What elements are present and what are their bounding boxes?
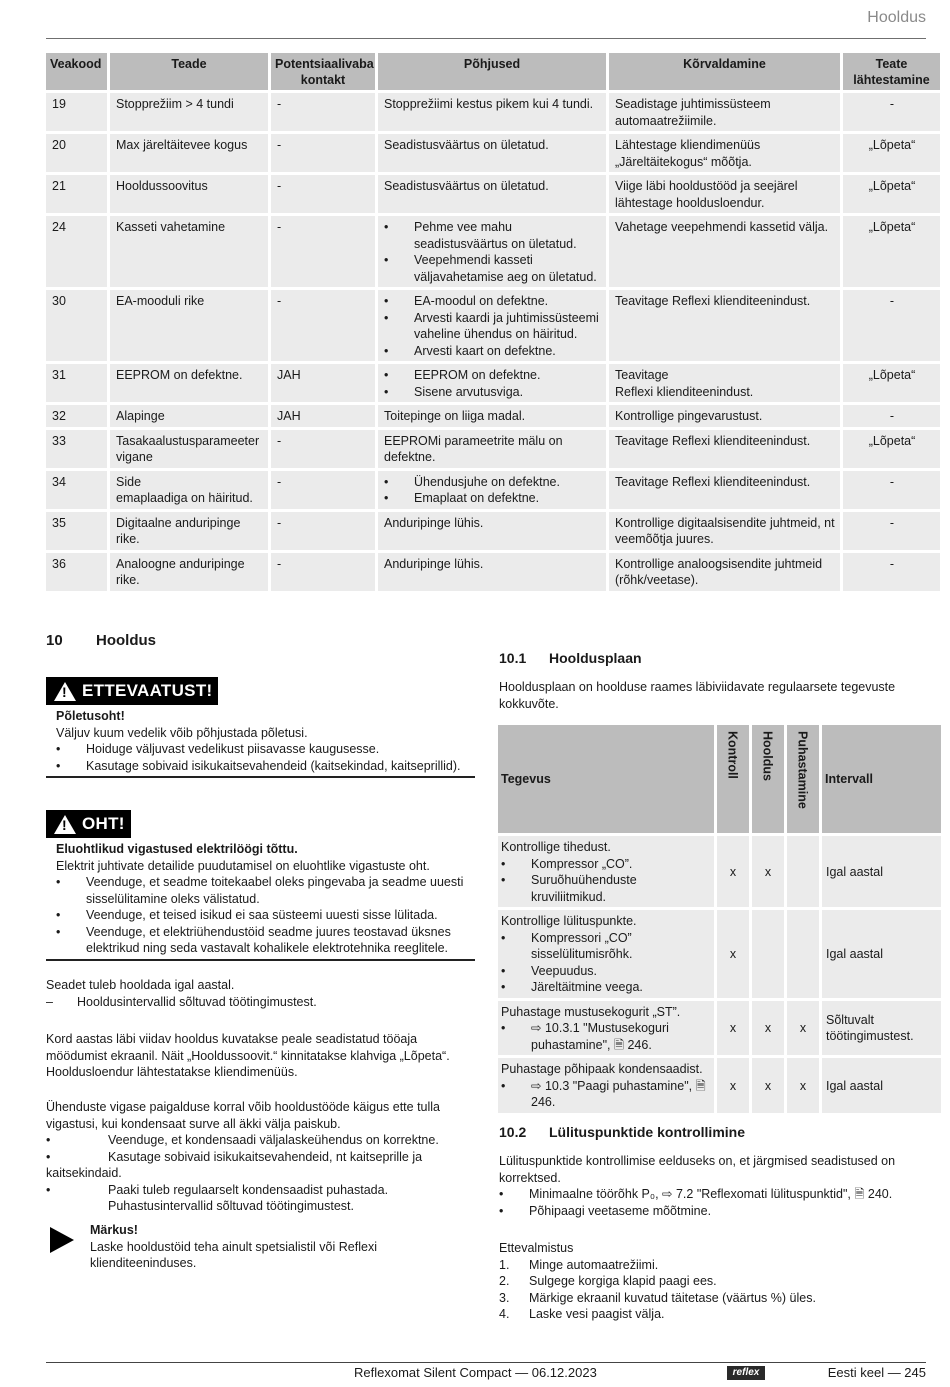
caution-bullet: • Kasutage sobivaid isikukaitsevahendeid (kaitsekindad, kaitseprillid). bbox=[56, 758, 475, 775]
condensate-bullet: • Veenduge, et kondensaadi väljalaskeühendus on korrektne. bbox=[46, 1132, 476, 1149]
interval-cell: Igal aastal bbox=[822, 1058, 941, 1113]
service-mark: x bbox=[752, 836, 784, 907]
col-header-activity: Tegevus bbox=[498, 725, 714, 833]
section-10-2-intro: Lülituspunktide kontrollimise eelduseks on, et järgmised seadistused on korrektsed. bbox=[499, 1154, 896, 1185]
error-reset: „Lõpeta“ bbox=[843, 364, 940, 402]
activity-cell bbox=[498, 910, 714, 998]
cleaning-mark bbox=[787, 910, 819, 998]
error-message: Max järeltäitevee kogus bbox=[110, 134, 268, 172]
table-row bbox=[46, 216, 940, 287]
error-causes bbox=[378, 364, 606, 402]
section-title: Lülituspunktide kontrollimine bbox=[549, 1124, 745, 1140]
table-row bbox=[46, 134, 940, 172]
error-cause: Anduripinge lühis. bbox=[378, 512, 606, 550]
error-remedy: Kontrollige digitaalsisendite juhtmeid, nt veemõõtja juures. bbox=[609, 512, 840, 550]
warning-triangle-icon bbox=[54, 682, 76, 701]
section-number: 10.2 bbox=[499, 1124, 527, 1140]
step-number: 1. bbox=[499, 1257, 510, 1272]
activity-title: Kontrollige tihedust. bbox=[501, 840, 611, 854]
step-number: 2. bbox=[499, 1274, 510, 1288]
step-item bbox=[499, 1290, 927, 1307]
cause-item: • Sisene arvutusviga. bbox=[384, 384, 601, 401]
section-10-2-content bbox=[499, 1153, 927, 1219]
remedy-line: Teavitage bbox=[615, 368, 669, 382]
check-mark: x bbox=[717, 836, 749, 907]
error-reset: „Lõpeta“ bbox=[843, 216, 940, 287]
condensate-bullet: • Kasutage sobivaid isikukaitsevahendeid, nt kaitseprille ja bbox=[46, 1149, 476, 1166]
table-row bbox=[46, 175, 940, 213]
service-mark: x bbox=[752, 1001, 784, 1056]
col-header-cleaning bbox=[787, 725, 819, 833]
error-message: EEPROM on defektne. bbox=[110, 364, 268, 402]
danger-bullet: • Veenduge, et elektriühendustöid seadme juures teostavad üksnes elektrikud ning seda vastavalt kohalikele elektrotehnika reeglitele. bbox=[56, 924, 475, 957]
danger-bullet: • Veenduge, et teised isikud ei saa süsteemi uuesti sisse lülitada. bbox=[56, 907, 475, 924]
error-code-table bbox=[43, 50, 943, 594]
table-row bbox=[46, 405, 940, 427]
error-remedy: Kontrollige pingevarustust. bbox=[609, 405, 840, 427]
error-remedy: Seadistage juhtimissüsteem automaatrežiimile. bbox=[609, 93, 840, 131]
col-header-service-text: Hooldus bbox=[760, 731, 775, 781]
error-message: Digitaalne anduripinge rike. bbox=[110, 512, 268, 550]
error-causes bbox=[378, 216, 606, 287]
paragraph-text: Seadet tuleb hooldada igal aastal. bbox=[46, 978, 235, 992]
section-10-2-heading bbox=[499, 1124, 745, 1141]
error-remedy: Kontrollige analoogsisendite juhtmeid (rõhk/veetase). bbox=[609, 553, 840, 591]
error-cause: Seadistusväärtus on ületatud. bbox=[378, 134, 606, 172]
step-item bbox=[499, 1306, 927, 1323]
table-row bbox=[46, 471, 940, 509]
check-mark: x bbox=[717, 910, 749, 998]
section-10-1-heading bbox=[499, 650, 642, 667]
step-text: Märkige ekraanil kuvatud täitetase (väärtus %) üles. bbox=[529, 1290, 816, 1305]
error-code: 36 bbox=[46, 553, 107, 591]
section-title: Hooldusplaan bbox=[549, 650, 642, 666]
error-cause: Toitepinge on liiga madal. bbox=[378, 405, 606, 427]
activity-title: Puhastage mustusekogurit „ST”. bbox=[501, 1004, 681, 1019]
error-contact: JAH bbox=[271, 405, 375, 427]
error-code: 20 bbox=[46, 134, 107, 172]
cause-item: • Arvesti kaart on defektne. bbox=[384, 343, 601, 360]
error-causes bbox=[378, 290, 606, 361]
danger-label-text: OHT! bbox=[82, 813, 125, 833]
error-causes bbox=[378, 471, 606, 509]
table-row bbox=[46, 430, 940, 468]
check-mark: x bbox=[717, 1058, 749, 1113]
section-number: 10.1 bbox=[499, 650, 527, 666]
step-number: 4. bbox=[499, 1307, 510, 1321]
maintenance-plan-table bbox=[495, 722, 944, 1116]
error-contact: - bbox=[271, 175, 375, 213]
activity-bullet: • Veepuudus. bbox=[501, 963, 711, 980]
error-remedy: Teavitage Reflexi klienditeenindust. bbox=[609, 290, 840, 361]
error-message bbox=[110, 471, 268, 509]
error-reset: „Lõpeta“ bbox=[843, 430, 940, 468]
error-remedy: Viige läbi hooldustööd ja seejärel lähtestage hooldusloendur. bbox=[609, 175, 840, 213]
error-contact: JAH bbox=[271, 364, 375, 402]
paragraph-text: Ühenduste vigase paigalduse korral võib hooldustööde käigus ette tulla vigastusi, kui kondensaat surve all äkki välja paiskub. bbox=[46, 1100, 441, 1131]
error-reset: - bbox=[843, 290, 940, 361]
caution-bullet: • Hoiduge väljuvast vedelikust piisavasse kaugusesse. bbox=[56, 741, 475, 758]
activity-cell bbox=[498, 1058, 714, 1113]
error-cause: Seadistusväärtus on ületatud. bbox=[378, 175, 606, 213]
activity-bullet: • ⇨ 10.3.1 "Mustusekoguri puhastamine", 🗎 246. bbox=[501, 1020, 711, 1053]
error-reset: - bbox=[843, 93, 940, 131]
danger-bullet: • Veenduge, et seadme toitekaabel oleks pingevaba ja seadme uuesti sisselülitamine oleks välistatud. bbox=[56, 874, 475, 907]
error-table-header-row bbox=[46, 53, 940, 90]
step-number: 3. bbox=[499, 1290, 510, 1305]
danger-box bbox=[46, 810, 475, 961]
message-line: Side bbox=[116, 474, 142, 489]
error-message: EA-mooduli rike bbox=[110, 290, 268, 361]
interval-cell: Igal aastal bbox=[822, 910, 941, 998]
caution-label bbox=[46, 677, 218, 705]
step-text: Laske vesi paagist välja. bbox=[529, 1307, 665, 1321]
caution-heading: Põletusoht! bbox=[56, 709, 125, 723]
cause-item: • Veepehmendi kasseti väljavahetamise aeg on ületatud. bbox=[384, 252, 601, 285]
condensate-bullet: • Paaki tuleb regulaarselt kondensaadist puhastada. Puhastusintervallid sõltuvad töötingimustest. bbox=[46, 1182, 476, 1215]
caution-label-text: ETTEVAATUST! bbox=[82, 680, 213, 700]
interval-cell: Igal aastal bbox=[822, 836, 941, 907]
error-message: Hooldussoovitus bbox=[110, 175, 268, 213]
header-divider bbox=[46, 38, 926, 39]
danger-text: Elektrit juhtivate detailide puudutamisel on eluohtlike vigastuste oht. bbox=[56, 858, 430, 873]
error-remedy: Lähtestage kliendimenüüs „Järeltäitekogus“ mõõtja. bbox=[609, 134, 840, 172]
error-cause: EEPROMi parameetrite mälu on defektne. bbox=[378, 430, 606, 468]
col-header-remedy: Kõrvaldamine bbox=[609, 53, 840, 90]
cause-item: • Ühendusjuhe on defektne. bbox=[384, 474, 601, 491]
prerequisite-bullet: • Minimaalne töörõhk P₀, ⇨ 7.2 "Reflexomati lülituspunktid", 🗎 240. bbox=[499, 1186, 927, 1203]
danger-heading: Eluohtlikud vigastused elektrilöögi tõttu. bbox=[56, 842, 298, 856]
activity-title: Puhastage põhipaak kondensaadist. bbox=[501, 1062, 703, 1076]
table-row bbox=[46, 512, 940, 550]
activity-bullet: • Järeltäitmine veega. bbox=[501, 979, 711, 996]
table-row bbox=[498, 910, 941, 998]
footer-page-number: Eesti keel — 245 bbox=[827, 1365, 926, 1380]
footer-document-title: Reflexomat Silent Compact — 06.12.2023 bbox=[354, 1365, 597, 1380]
activity-title: Kontrollige lülituspunkte. bbox=[501, 914, 637, 928]
check-mark: x bbox=[717, 1001, 749, 1056]
step-text: Minge automaatrežiimi. bbox=[529, 1257, 659, 1272]
error-remedy: Vahetage veepehmendi kassetid välja. bbox=[609, 216, 840, 287]
section-10-1-intro: Hooldusplaan on hoolduse raames läbiviidavate regulaarsete tegevuste kokkuvõte. bbox=[499, 680, 896, 711]
activity-bullet: • ⇨ 10.3 "Paagi puhastamine", 🗎 246. bbox=[501, 1078, 711, 1111]
error-message: Kasseti vahetamine bbox=[110, 216, 268, 287]
cleaning-mark: x bbox=[787, 1058, 819, 1113]
error-code: 24 bbox=[46, 216, 107, 287]
warning-triangle-icon bbox=[54, 815, 76, 834]
error-code: 19 bbox=[46, 93, 107, 131]
cleaning-mark bbox=[787, 836, 819, 907]
error-message: Analoogne anduripinge rike. bbox=[110, 553, 268, 591]
maintenance-display-paragraph: Kord aastas läbi viidav hooldus kuvatakse peale seadistatud tööaja möödumist ekraanil. Näit „Hooldussoovit.“ kinnitatakse klahviga „Lõpeta“. Hooldusloendur lähtestatakse kliendimenüüs. bbox=[46, 1032, 450, 1079]
message-line: emaplaadiga on häiritud. bbox=[116, 491, 253, 505]
error-reset: „Lõpeta“ bbox=[843, 175, 940, 213]
error-contact: - bbox=[271, 93, 375, 131]
dash-item: – Hooldusintervallid sõltuvad töötingimustest. bbox=[46, 994, 476, 1011]
error-message: Tasakaalustusparameeter vigane bbox=[110, 430, 268, 468]
error-code: 33 bbox=[46, 430, 107, 468]
error-message: Stopprežiim > 4 tundi bbox=[110, 93, 268, 131]
activity-bullet: • Suruõhuühenduste kruviliitmikud. bbox=[501, 872, 711, 905]
maintenance-annual-paragraph bbox=[46, 977, 476, 1010]
col-header-check bbox=[717, 725, 749, 833]
error-code: 21 bbox=[46, 175, 107, 213]
service-mark: x bbox=[752, 1058, 784, 1113]
note-arrow-icon bbox=[50, 1227, 74, 1253]
cause-item: • EEPROM on defektne. bbox=[384, 367, 601, 384]
error-code: 30 bbox=[46, 290, 107, 361]
col-header-code: Veakood bbox=[46, 53, 107, 90]
caution-text: Väljuv kuum vedelik võib põhjustada põletusi. bbox=[56, 725, 308, 740]
danger-label bbox=[46, 810, 131, 838]
step-item bbox=[499, 1273, 927, 1290]
note-box bbox=[90, 1222, 480, 1272]
section-title: Hooldus bbox=[96, 632, 156, 649]
col-header-causes: Põhjused bbox=[378, 53, 606, 90]
error-remedy: Teavitage Reflexi klienditeenindust. bbox=[609, 471, 840, 509]
caution-rule bbox=[46, 776, 475, 778]
step-text: Sulgege korgiga klapid paagi ees. bbox=[529, 1274, 717, 1288]
condensate-paragraph bbox=[46, 1099, 476, 1215]
reflex-logo: reflex bbox=[727, 1366, 765, 1380]
error-contact: - bbox=[271, 553, 375, 591]
cause-item: • Emaplaat on defektne. bbox=[384, 490, 601, 507]
error-contact: - bbox=[271, 134, 375, 172]
remedy-line: Reflexi klienditeenindust. bbox=[615, 384, 754, 399]
footer-divider bbox=[46, 1362, 926, 1363]
service-mark bbox=[752, 910, 784, 998]
error-reset: - bbox=[843, 405, 940, 427]
table-row bbox=[498, 836, 941, 907]
step-item bbox=[499, 1257, 927, 1274]
col-header-cleaning-text: Puhastamine bbox=[795, 731, 810, 809]
preparation-block bbox=[499, 1240, 927, 1323]
error-contact: - bbox=[271, 471, 375, 509]
col-header-reset: Teate lähtestamine bbox=[843, 53, 940, 90]
col-header-interval: Intervall bbox=[822, 725, 941, 833]
error-reset: „Lõpeta“ bbox=[843, 134, 940, 172]
maintenance-table-header-row bbox=[498, 725, 941, 833]
cause-item: • EA-moodul on defektne. bbox=[384, 293, 601, 310]
table-row bbox=[46, 364, 940, 402]
table-row bbox=[46, 290, 940, 361]
interval-cell: Sõltuvalt töötingimustest. bbox=[822, 1001, 941, 1056]
paragraph-continuation: kaitsekindaid. bbox=[46, 1166, 122, 1180]
cleaning-mark: x bbox=[787, 1001, 819, 1056]
error-code: 31 bbox=[46, 364, 107, 402]
error-remedy: Teavitage Reflexi klienditeenindust. bbox=[609, 430, 840, 468]
activity-bullet: • Kompressori „CO” sisselülitumisrõhk. bbox=[501, 930, 711, 963]
caution-box bbox=[46, 677, 475, 778]
error-contact: - bbox=[271, 216, 375, 287]
danger-rule bbox=[46, 959, 475, 961]
error-code: 32 bbox=[46, 405, 107, 427]
activity-cell bbox=[498, 1001, 714, 1056]
section-number: 10 bbox=[46, 632, 63, 649]
error-remedy bbox=[609, 364, 840, 402]
error-reset: - bbox=[843, 471, 940, 509]
error-cause: Anduripinge lühis. bbox=[378, 553, 606, 591]
activity-cell bbox=[498, 836, 714, 907]
cause-item: • Pehme vee mahu seadistusväärtus on ületatud. bbox=[384, 219, 601, 252]
error-code: 34 bbox=[46, 471, 107, 509]
error-reset: - bbox=[843, 553, 940, 591]
error-reset: - bbox=[843, 512, 940, 550]
table-row bbox=[498, 1058, 941, 1113]
col-header-message: Teade bbox=[110, 53, 268, 90]
table-row bbox=[498, 1001, 941, 1056]
cause-item: • Arvesti kaardi ja juhtimissüsteemi vaheline ühendus on häiritud. bbox=[384, 310, 601, 343]
table-row bbox=[46, 553, 940, 591]
page-header-title: Hooldus bbox=[867, 9, 926, 26]
col-header-service bbox=[752, 725, 784, 833]
section-10-heading bbox=[46, 633, 156, 650]
error-contact: - bbox=[271, 430, 375, 468]
activity-bullet: • Kompressor „CO”. bbox=[501, 856, 711, 873]
error-contact: - bbox=[271, 290, 375, 361]
note-text: Laske hooldustöid teha ainult spetsialistil või Reflexi klienditeeninduses. bbox=[90, 1239, 377, 1270]
prerequisite-bullet: • Põhipaagi veetaseme mõõtmine. bbox=[499, 1203, 927, 1220]
col-header-contact: Potentsiaalivaba kontakt bbox=[271, 53, 375, 90]
error-cause: Stopprežiimi kestus pikem kui 4 tundi. bbox=[378, 93, 606, 131]
note-title: Märkus! bbox=[90, 1223, 138, 1237]
col-header-check-text: Kontroll bbox=[725, 731, 740, 779]
error-contact: - bbox=[271, 512, 375, 550]
error-message: Alapinge bbox=[110, 405, 268, 427]
error-code: 35 bbox=[46, 512, 107, 550]
preparation-title: Ettevalmistus bbox=[499, 1241, 574, 1255]
table-row bbox=[46, 93, 940, 131]
